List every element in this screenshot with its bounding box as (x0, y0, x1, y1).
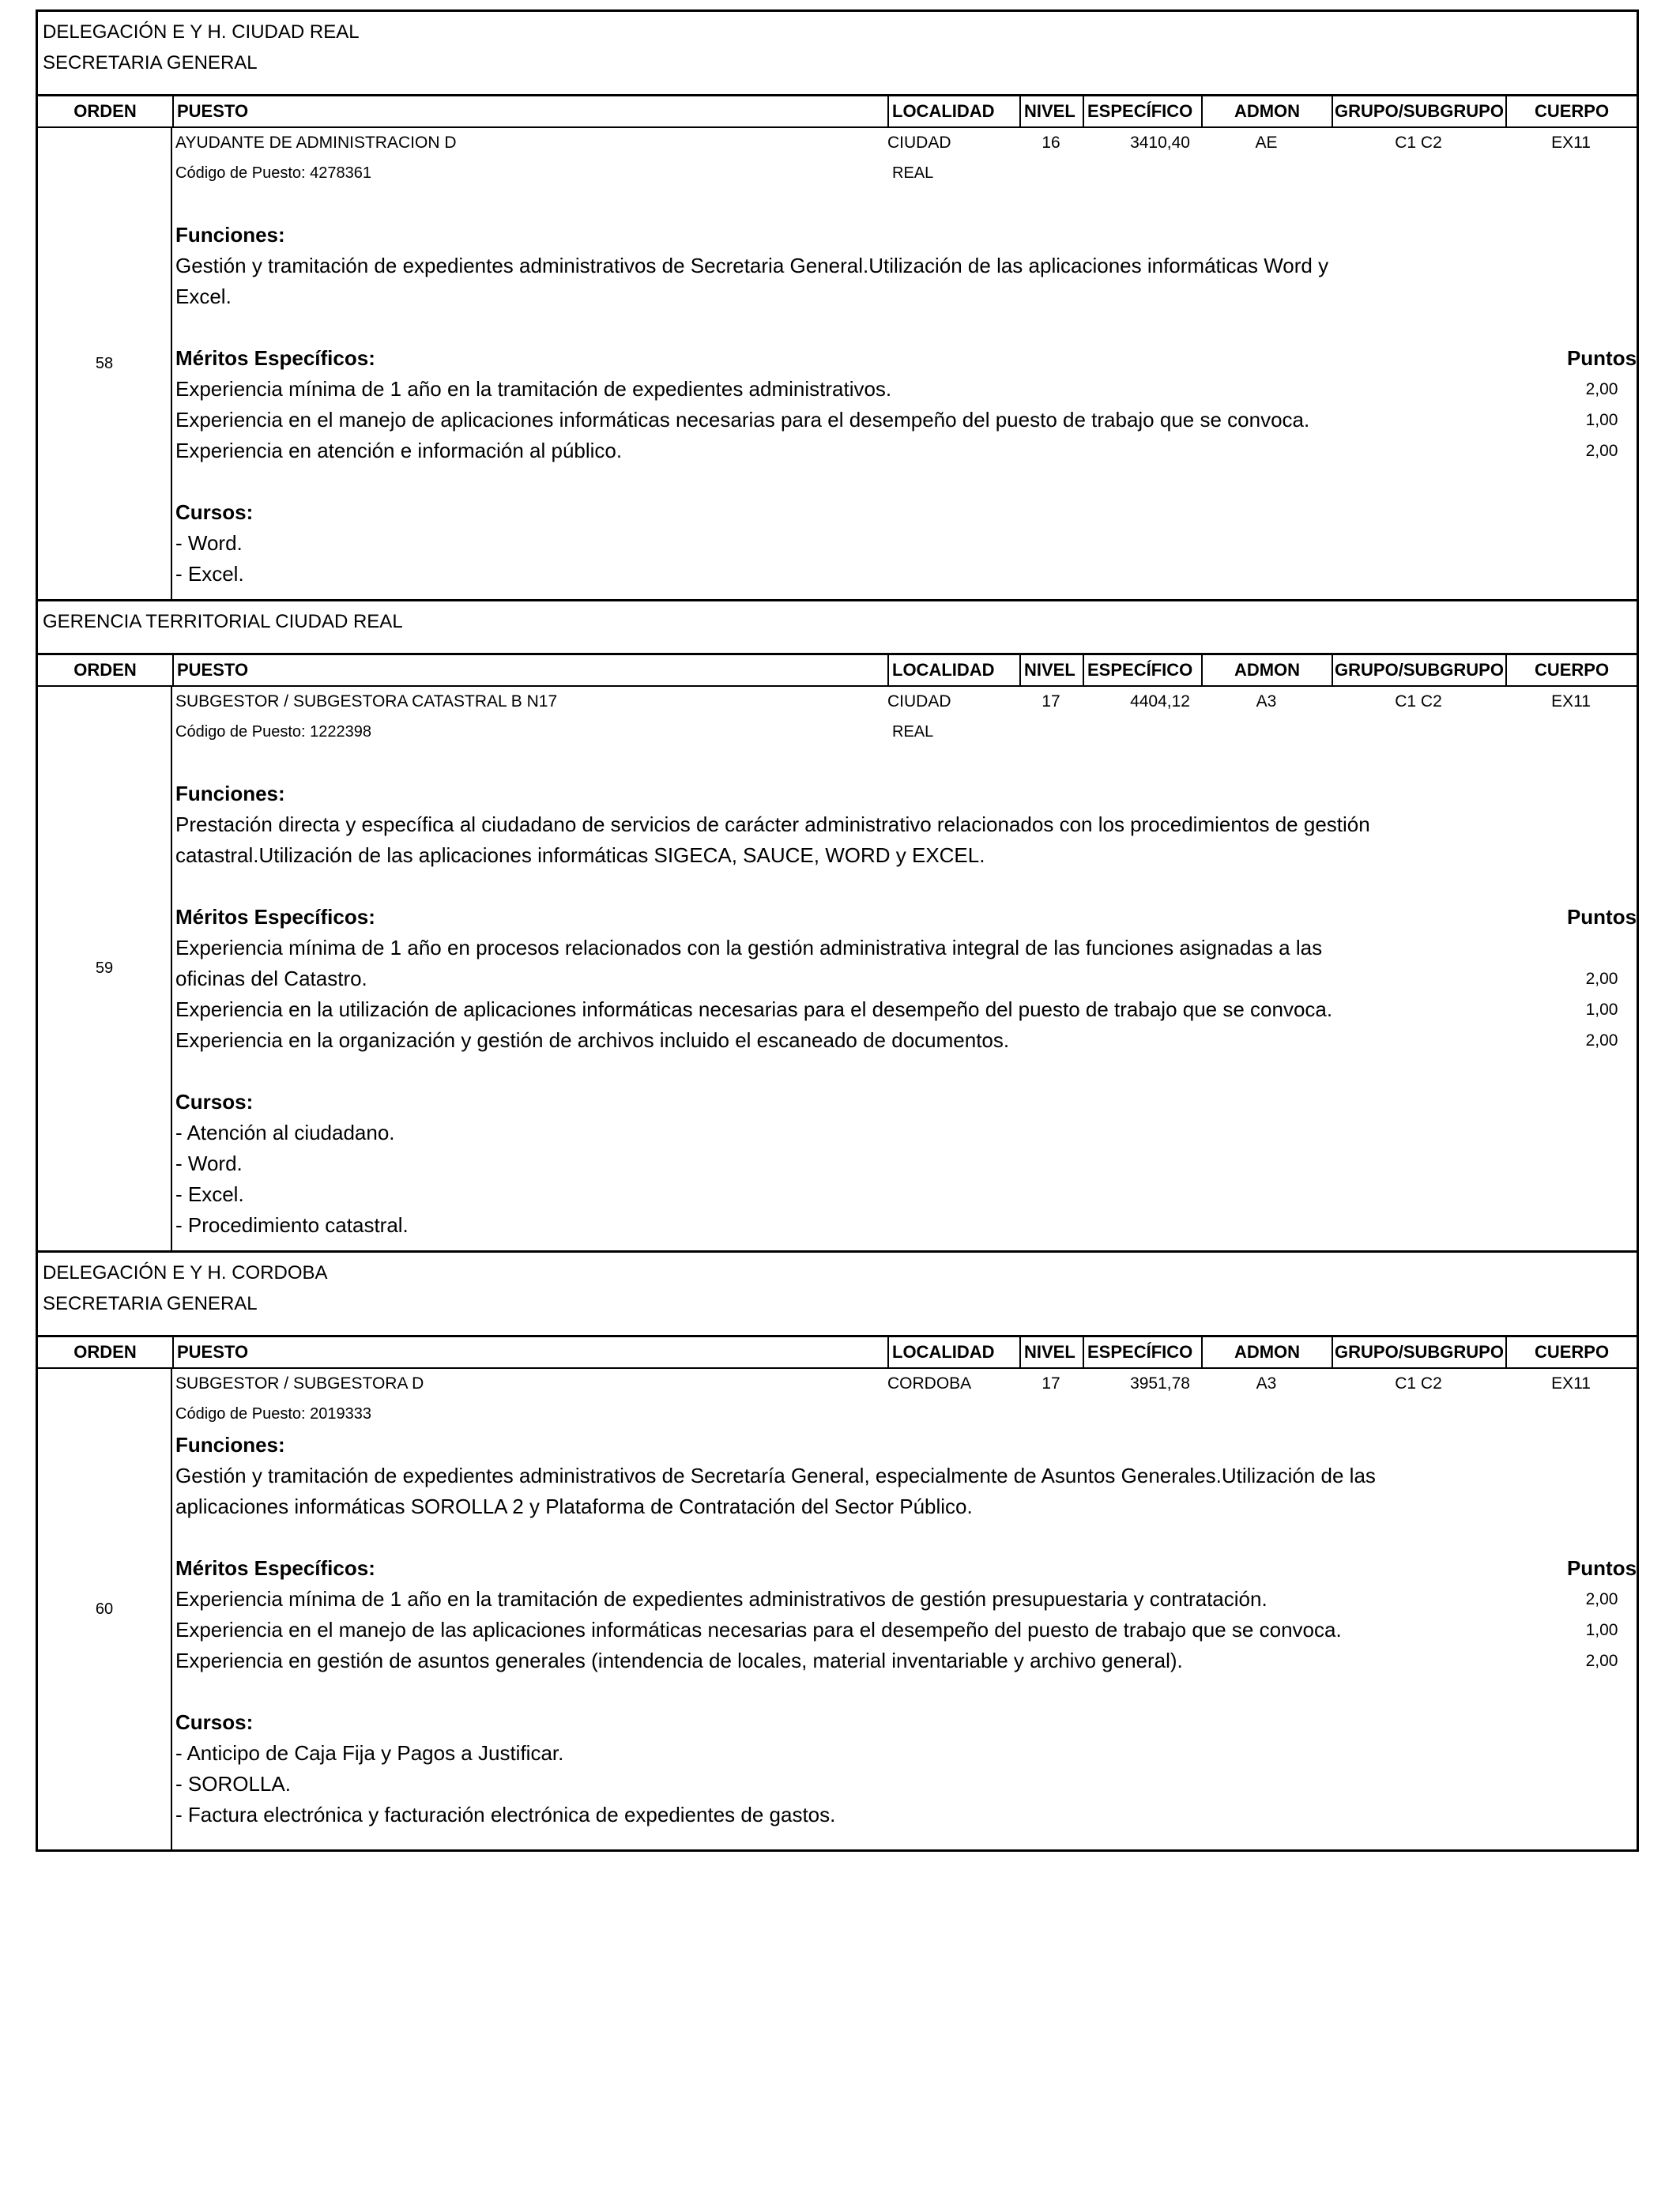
puesto-name: SUBGESTOR / SUBGESTORA D (175, 1374, 424, 1393)
header-cuerpo: CUERPO (1505, 1337, 1637, 1367)
puesto-details (172, 1369, 1637, 1849)
merit-text: Experiencia en la organización y gestión de archivos incluido el escaneado de documentos. (175, 1028, 1010, 1052)
table-header (38, 1337, 1637, 1369)
nivel: 17 (1042, 1374, 1060, 1393)
admon: A3 (1256, 1374, 1277, 1393)
curso-item: - Anticipo de Caja Fija y Pagos a Justificar. (175, 1741, 564, 1765)
header-especifico: ESPECÍFICO (1083, 96, 1201, 126)
merit-points: 2,00 (1585, 442, 1618, 460)
puesto-code-line (175, 158, 1632, 189)
localidad: CORDOBA (887, 1374, 972, 1393)
merit-item (175, 405, 1632, 435)
header-especifico: ESPECÍFICO (1083, 655, 1201, 685)
merit-points: 1,00 (1585, 411, 1618, 429)
header-cuerpo: CUERPO (1505, 655, 1637, 685)
header-orden: ORDEN (73, 1342, 137, 1362)
especifico: 4404,12 (1130, 692, 1190, 711)
merit-text: Experiencia mínima de 1 año en la tramitación de expedientes administrativos. (175, 377, 892, 401)
header-cuerpo: CUERPO (1505, 96, 1637, 126)
merit-text: Experiencia mínima de 1 año en la tramitación de expedientes administrativos de gestión presupuestaria y contratación. (175, 1587, 1268, 1611)
curso-item: - Excel. (175, 562, 244, 586)
meritos-header (175, 343, 1637, 374)
especifico: 3410,40 (1130, 134, 1190, 152)
header-grupo: GRUPO/SUBGRUPO (1332, 96, 1505, 126)
puntos-label: Puntos (1566, 1556, 1637, 1580)
header-orden: ORDEN (73, 660, 137, 680)
merit-item (175, 435, 1632, 466)
table-header (38, 96, 1637, 128)
curso-item: - Atención al ciudadano. (175, 1121, 395, 1144)
meritos-label: Méritos Específicos: (175, 1556, 375, 1580)
header-especifico: ESPECÍFICO (1083, 1337, 1201, 1367)
localidad-cont: REAL (892, 723, 934, 741)
meritos-header (175, 902, 1637, 933)
merit-points: 1,00 (1585, 1621, 1618, 1639)
merit-points: 2,00 (1585, 970, 1618, 988)
funciones-label: Funciones: (175, 1433, 285, 1457)
section-title (38, 601, 1637, 655)
table-header (38, 655, 1637, 687)
codigo-puesto: Código de Puesto: 4278361 (175, 164, 371, 182)
section-title-line: GERENCIA TERRITORIAL CIUDAD REAL (43, 611, 403, 632)
orden-cell: 60 (38, 1369, 172, 1849)
puesto-details (172, 128, 1637, 599)
nivel: 17 (1042, 692, 1060, 711)
merit-item (175, 374, 1632, 405)
cuerpo: EX11 (1551, 1374, 1591, 1393)
merit-text: Experiencia en el manejo de las aplicaciones informáticas necesarias para el desempeño del puesto de trabajo que se convoca. (175, 1618, 1342, 1642)
cuerpo: EX11 (1551, 692, 1591, 711)
puesto-summary (175, 128, 1632, 158)
puesto-name: AYUDANTE DE ADMINISTRACION D (175, 134, 457, 152)
admon: AE (1255, 134, 1278, 152)
puesto-code-line (175, 717, 1632, 748)
merit-item (175, 933, 1632, 994)
header-grupo: GRUPO/SUBGRUPO (1332, 655, 1505, 685)
table-row (38, 687, 1637, 1253)
header-localidad: LOCALIDAD (887, 655, 1019, 685)
codigo-puesto: Código de Puesto: 1222398 (175, 723, 371, 741)
meritos-label: Méritos Específicos: (175, 346, 375, 370)
funciones-text: Prestación directa y específica al ciudadano de servicios de carácter administrativo relacionados con los procedimientos de gestión catastral.Utilización de las aplicaciones informáticas SIGECA, SAUCE, WORD y EXCEL. (175, 812, 1370, 867)
grupo: C1 C2 (1395, 134, 1442, 152)
localidad: CIUDAD (887, 692, 951, 711)
header-admon: ADMON (1201, 96, 1332, 126)
merit-text: Experiencia mínima de 1 año en procesos relacionados con la gestión administrativa integral de las funciones asignadas a las oficinas del Catastro. (175, 936, 1323, 990)
merit-item (175, 1584, 1632, 1615)
table-row (38, 1369, 1637, 1849)
merit-text: Experiencia en la utilización de aplicaciones informáticas necesarias para el desempeño del puesto de trabajo que se convoca. (175, 997, 1333, 1021)
header-nivel: NIVEL (1019, 1337, 1083, 1367)
merit-points: 2,00 (1585, 1652, 1618, 1670)
section-title-line: DELEGACIÓN E Y H. CIUDAD REAL (43, 21, 360, 43)
curso-item: - Word. (175, 531, 243, 555)
localidad: CIUDAD (887, 134, 951, 152)
curso-item: - Factura electrónica y facturación electrónica de expedientes de gastos. (175, 1803, 836, 1826)
cuerpo: EX11 (1551, 134, 1591, 152)
curso-item: - Procedimiento catastral. (175, 1213, 409, 1237)
orden-cell: 58 (38, 128, 172, 599)
admon: A3 (1256, 692, 1277, 711)
meritos-label: Méritos Específicos: (175, 905, 375, 929)
header-puesto: PUESTO (172, 1337, 887, 1367)
merit-item (175, 994, 1632, 1025)
merit-item (175, 1646, 1632, 1676)
localidad-cont (892, 1399, 1050, 1430)
section-title-line: SECRETARIA GENERAL (43, 52, 258, 74)
header-puesto: PUESTO (172, 96, 887, 126)
puesto-name: SUBGESTOR / SUBGESTORA CATASTRAL B N17 (175, 692, 558, 711)
section-title (38, 1253, 1637, 1337)
cursos-label: Cursos: (175, 1090, 254, 1114)
merit-text: Experiencia en atención e información al público. (175, 439, 623, 462)
header-orden: ORDEN (73, 101, 137, 121)
header-localidad: LOCALIDAD (887, 96, 1019, 126)
puesto-summary (175, 687, 1632, 717)
puntos-label: Puntos (1566, 905, 1637, 929)
header-localidad: LOCALIDAD (887, 1337, 1019, 1367)
funciones-text: Gestión y tramitación de expedientes administrativos de Secretaría General, especialmente de Asuntos Generales.Utilización de las aplicaciones informáticas SOROLLA 2 y Plataforma de Contratación del Sector Público. (175, 1464, 1376, 1518)
grupo: C1 C2 (1395, 1374, 1442, 1393)
funciones-text: Gestión y tramitación de expedientes administrativos de Secretaria General.Utilización de las aplicaciones informáticas Word y Excel. (175, 254, 1329, 308)
header-nivel: NIVEL (1019, 96, 1083, 126)
merit-points: 2,00 (1585, 380, 1618, 398)
merit-item (175, 1025, 1632, 1056)
curso-item: - SOROLLA. (175, 1772, 291, 1796)
section-title (38, 12, 1637, 96)
curso-item: - Word. (175, 1152, 243, 1175)
meritos-header (175, 1553, 1637, 1584)
cursos-label: Cursos: (175, 1710, 254, 1734)
section-title-line: SECRETARIA GENERAL (43, 1293, 258, 1314)
especifico: 3951,78 (1130, 1374, 1190, 1393)
merit-item (175, 1615, 1632, 1646)
merit-points: 2,00 (1585, 1590, 1618, 1608)
grupo: C1 C2 (1395, 692, 1442, 711)
merit-points: 1,00 (1585, 1001, 1618, 1019)
header-puesto: PUESTO (172, 655, 887, 685)
orden-cell: 59 (38, 687, 172, 1250)
section-title-line: DELEGACIÓN E Y H. CORDOBA (43, 1262, 328, 1284)
cursos-label: Cursos: (175, 500, 254, 524)
merit-points: 2,00 (1585, 1031, 1618, 1050)
puntos-label: Puntos (1566, 346, 1637, 370)
header-grupo: GRUPO/SUBGRUPO (1332, 1337, 1505, 1367)
puesto-summary (175, 1369, 1632, 1399)
localidad-cont: REAL (892, 164, 934, 182)
document-table (36, 9, 1639, 1852)
merit-text: Experiencia en el manejo de aplicaciones informáticas necesarias para el desempeño del puesto de trabajo que se convoca. (175, 408, 1310, 432)
curso-item: - Excel. (175, 1182, 244, 1206)
funciones-label: Funciones: (175, 223, 285, 247)
header-admon: ADMON (1201, 1337, 1332, 1367)
puesto-details (172, 687, 1637, 1250)
table-row (38, 128, 1637, 601)
nivel: 16 (1042, 134, 1060, 152)
puesto-code-line (175, 1399, 1632, 1430)
header-admon: ADMON (1201, 655, 1332, 685)
header-nivel: NIVEL (1019, 655, 1083, 685)
codigo-puesto: Código de Puesto: 2019333 (175, 1405, 371, 1423)
merit-text: Experiencia en gestión de asuntos generales (intendencia de locales, material inventariable y archivo general). (175, 1649, 1183, 1672)
funciones-label: Funciones: (175, 782, 285, 805)
